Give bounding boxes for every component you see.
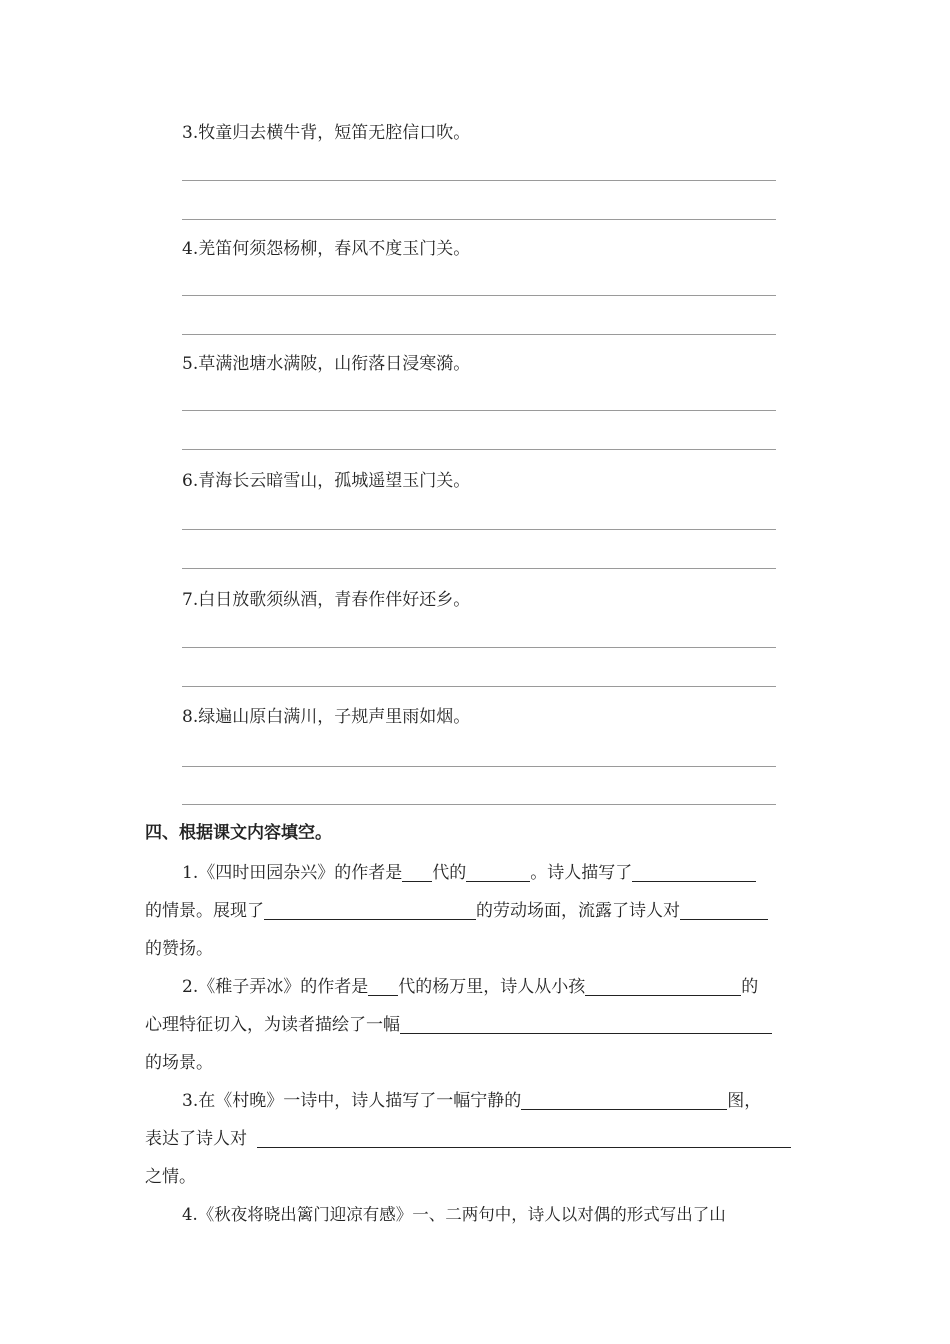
poem-text: 白日放歌须纵酒，青春作伴好还乡。: [198, 590, 471, 610]
q2-child-blank[interactable]: [585, 975, 741, 996]
question-3-line-2: [145, 1126, 809, 1152]
poem-number: 8.: [182, 707, 199, 727]
q3-text-c: 表达了诗人对: [145, 1129, 247, 1149]
poem-line: [182, 588, 776, 612]
question-2-line-1: [182, 974, 809, 1000]
question-3-line-3: [145, 1164, 809, 1190]
poem-number: 3.: [182, 123, 199, 143]
poem-item: [182, 121, 776, 145]
answer-line[interactable]: [182, 568, 776, 569]
poem-number: 4.: [182, 239, 199, 259]
q4-text-a: 4.《秋夜将晓出篱门迎凉有感》一、二两句中，诗人以对偶的形式写出了山: [182, 1205, 726, 1224]
poem-item: [182, 469, 776, 493]
q2-text-a: 2.《稚子弄冰》的作者是: [182, 977, 369, 997]
q1-text-f: 的赞扬。: [145, 939, 213, 959]
q2-dynasty-blank[interactable]: [368, 975, 398, 996]
q3-text-b: 图，: [727, 1091, 762, 1111]
poem-number: 6.: [182, 471, 199, 491]
answer-line[interactable]: [182, 334, 776, 335]
answer-line[interactable]: [182, 766, 776, 767]
answer-line[interactable]: [182, 180, 776, 181]
poem-line: [182, 705, 776, 729]
q1-author-blank[interactable]: [466, 861, 530, 882]
question-1-line-2: [145, 898, 809, 924]
poem-text: 草满池塘水满陂，山衔落日浸寒漪。: [198, 354, 471, 374]
answer-line[interactable]: [182, 219, 776, 220]
q1-scene-blank[interactable]: [632, 861, 756, 882]
poem-item: [182, 588, 776, 612]
q3-text-a: 3.在《村晚》一诗中，诗人描写了一幅宁静的: [182, 1091, 522, 1111]
q1-labor-blank[interactable]: [264, 899, 476, 920]
answer-line[interactable]: [182, 295, 776, 296]
question-2-line-3: [145, 1050, 809, 1076]
poem-number: 7.: [182, 590, 199, 610]
answer-line[interactable]: [182, 804, 776, 805]
question-2-line-2: [145, 1012, 809, 1038]
q1-text-e: 的劳动场面，流露了诗人对: [476, 901, 680, 921]
q2-text-d: 心理特征切入，为读者描绘了一幅: [145, 1015, 400, 1035]
q1-text-c: 。诗人描写了: [530, 863, 633, 883]
q1-text-b: 代的: [432, 863, 467, 883]
poem-line: [182, 237, 776, 261]
poem-text: 绿遍山原白满川，子规声里雨如烟。: [198, 707, 471, 727]
poem-line: [182, 121, 776, 145]
question-3-line-1: [182, 1088, 809, 1114]
q3-text-d: 之情。: [145, 1167, 196, 1187]
q2-text-e: 的场景。: [145, 1053, 213, 1073]
poem-line: [182, 352, 776, 376]
answer-line[interactable]: [182, 449, 776, 450]
q1-praise-blank[interactable]: [680, 899, 768, 920]
answer-line[interactable]: [182, 686, 776, 687]
q1-dynasty-blank[interactable]: [402, 861, 432, 882]
q1-text-d: 的情景。展现了: [145, 901, 264, 921]
answer-line[interactable]: [182, 410, 776, 411]
question-1-line-1: [182, 860, 809, 886]
poem-number: 5.: [182, 354, 199, 374]
answer-line[interactable]: [182, 529, 776, 530]
question-4-line-1: [182, 1202, 809, 1228]
q1-text-a: 1.《四时田园杂兴》的作者是: [182, 863, 403, 883]
poem-text: 羌笛何须怨杨柳，春风不度玉门关。: [198, 239, 471, 259]
poem-item: [182, 705, 776, 729]
poem-line: [182, 469, 776, 493]
q3-picture-blank[interactable]: [521, 1089, 727, 1110]
q2-scene-blank[interactable]: [400, 1013, 772, 1034]
answer-line[interactable]: [182, 647, 776, 648]
poem-text: 青海长云暗雪山，孤城遥望玉门关。: [198, 471, 471, 491]
section-heading: 四、根据课文内容填空。: [145, 823, 332, 843]
q2-text-c: 的: [741, 977, 759, 997]
poem-text: 牧童归去横牛背，短笛无腔信口吹。: [198, 123, 471, 143]
question-1-line-3: [145, 936, 809, 962]
poem-item: [182, 237, 776, 261]
q2-text-b: 代的杨万里，诗人从小孩: [398, 977, 586, 997]
q3-feeling-blank[interactable]: [257, 1127, 791, 1148]
poem-item: [182, 352, 776, 376]
